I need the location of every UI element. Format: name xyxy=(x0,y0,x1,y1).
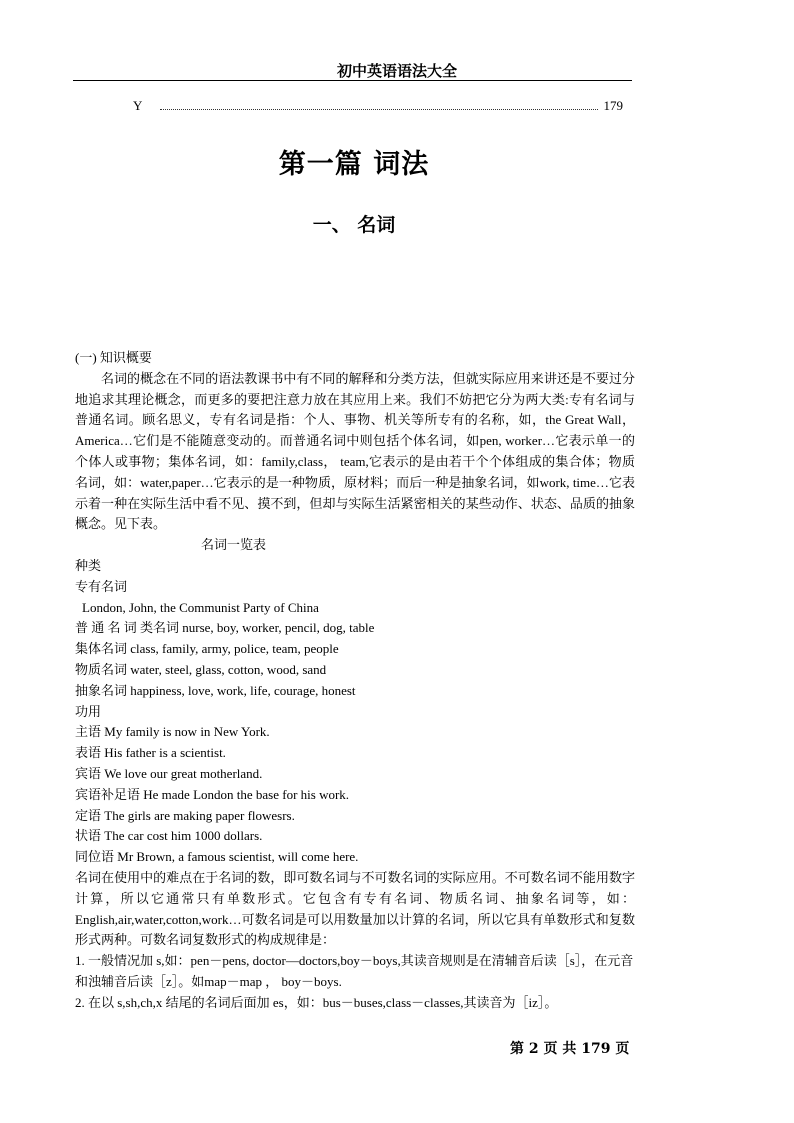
function-example: He made London the base for his work. xyxy=(143,786,350,802)
section-heading: (一) 知识概要 xyxy=(75,350,152,365)
function-row xyxy=(75,785,635,806)
function-row xyxy=(75,764,635,785)
header-rule xyxy=(73,80,632,81)
function-row xyxy=(75,826,635,847)
function-example: We love our great motherland. xyxy=(104,765,263,781)
toc-dot-leader xyxy=(160,99,597,110)
function-example: My family is now in New York. xyxy=(104,724,270,740)
running-header: 初中英语语法大全 xyxy=(336,62,457,80)
rule-item: 2. 在以 s,sh,ch,x 结尾的名词后面加 es，如：bus－buses,class－classes,其读音为［iz］。 xyxy=(75,994,558,1010)
noun-kind-label: 集体名词 xyxy=(75,641,128,657)
function-label: 宾语 xyxy=(75,765,102,781)
function-label: 同位语 xyxy=(75,849,115,865)
rule-item: 1. 一般情况加 s,如：pen－pens, doctor—doctors,boy－boys,其读音规则是在清辅音后读［s］，在元音和浊辅音后读［z］。如map－map ， boy－boys. xyxy=(75,953,634,989)
noun-kind-row xyxy=(75,639,635,660)
table-title: 名词一览表 xyxy=(201,537,267,553)
kinds-heading: 种类 xyxy=(75,557,102,573)
toc-entry[interactable] xyxy=(133,98,623,114)
noun-kind-row xyxy=(75,681,635,702)
function-example: His father is a scientist. xyxy=(104,745,226,761)
part-title: 第一篇 词法 xyxy=(278,149,430,180)
page-footer: 第 2 页 共 179 页 xyxy=(510,1041,630,1057)
function-label: 表语 xyxy=(75,745,102,761)
intro-paragraph: 名词的概念在不同的语法教课书中有不同的解释和分类方法，但就实际应用来讲还是不要过分地追求其理论概念，而更多的要把注意力放在其应用上来。我们不妨把它分为两大类:专有名词与普通名词。顾名思义，专有名词是指：个人、事物、机关等所专有的名称，如，the Great Wall， America…它们是不能随意变动的。而普通名词中则包括个体名词，如pen, worker…它表示单一的个体人或事物；集体名词，如：family,class， team,它表示的是由若干个个体组成的集合体；物质名词，如：water,paper…它表示的是一种物质，原材料；而后一种是抽象名词，如work, time…它表示着一种在实际生活中看不见、摸不到，但却与实际生活紧密相关的某些动作、状态、品质的抽象概念。见下表。 xyxy=(75,370,635,532)
toc-page-number: 179 xyxy=(603,98,623,113)
function-row xyxy=(75,743,635,764)
noun-kind-examples: nurse, boy, worker, pencil, dog, table xyxy=(182,620,375,636)
body-text xyxy=(75,348,635,1014)
function-row xyxy=(75,806,635,827)
function-example: The girls are making paper flowesrs. xyxy=(104,807,295,823)
noun-kind-label: 物质名词 xyxy=(75,661,128,677)
function-label: 主语 xyxy=(75,724,102,740)
noun-kind-examples: water, steel, glass, cotton, wood, sand xyxy=(130,661,327,677)
toc-label: Y xyxy=(133,98,143,113)
noun-kind-row xyxy=(75,618,635,639)
chapter-title: 一、 名词 xyxy=(312,214,396,236)
noun-kind-examples: happiness, love, work, life, courage, honest xyxy=(130,682,356,698)
plural-paragraph: 名词在使用中的难点在于名词的数，即可数名词与不可数名词的实际应用。不可数名词不能用数字计算，所以它通常只有单数形式。它包含有专有名词、物质名词、抽象名词等，如：English,air,water,cotton,work…可数名词是可以用数量加以计算的名词，所以它具有单数形式和复数形式两种。可数名词复数形式的构成规律是： xyxy=(75,869,635,948)
function-label: 定语 xyxy=(75,807,102,823)
function-label: 宾语补足语 xyxy=(75,786,141,802)
function-example: The car cost him 1000 dollars. xyxy=(104,828,263,844)
functions-heading: 功用 xyxy=(75,703,102,719)
noun-kind-row xyxy=(75,660,635,681)
proper-noun-examples: London, John, the Communist Party of China xyxy=(82,599,319,615)
noun-kind-examples: class, family, army, police, team, people xyxy=(130,641,339,657)
noun-kind-label: 抽象名词 xyxy=(75,682,128,698)
function-row xyxy=(75,847,635,868)
function-example: Mr Brown, a famous scientist, will come here. xyxy=(117,849,359,865)
function-label: 状语 xyxy=(75,828,102,844)
proper-noun-label: 专有名词 xyxy=(75,578,128,594)
noun-kind-label: 普 通 名 词 类名词 xyxy=(75,620,180,636)
function-row xyxy=(75,722,635,743)
